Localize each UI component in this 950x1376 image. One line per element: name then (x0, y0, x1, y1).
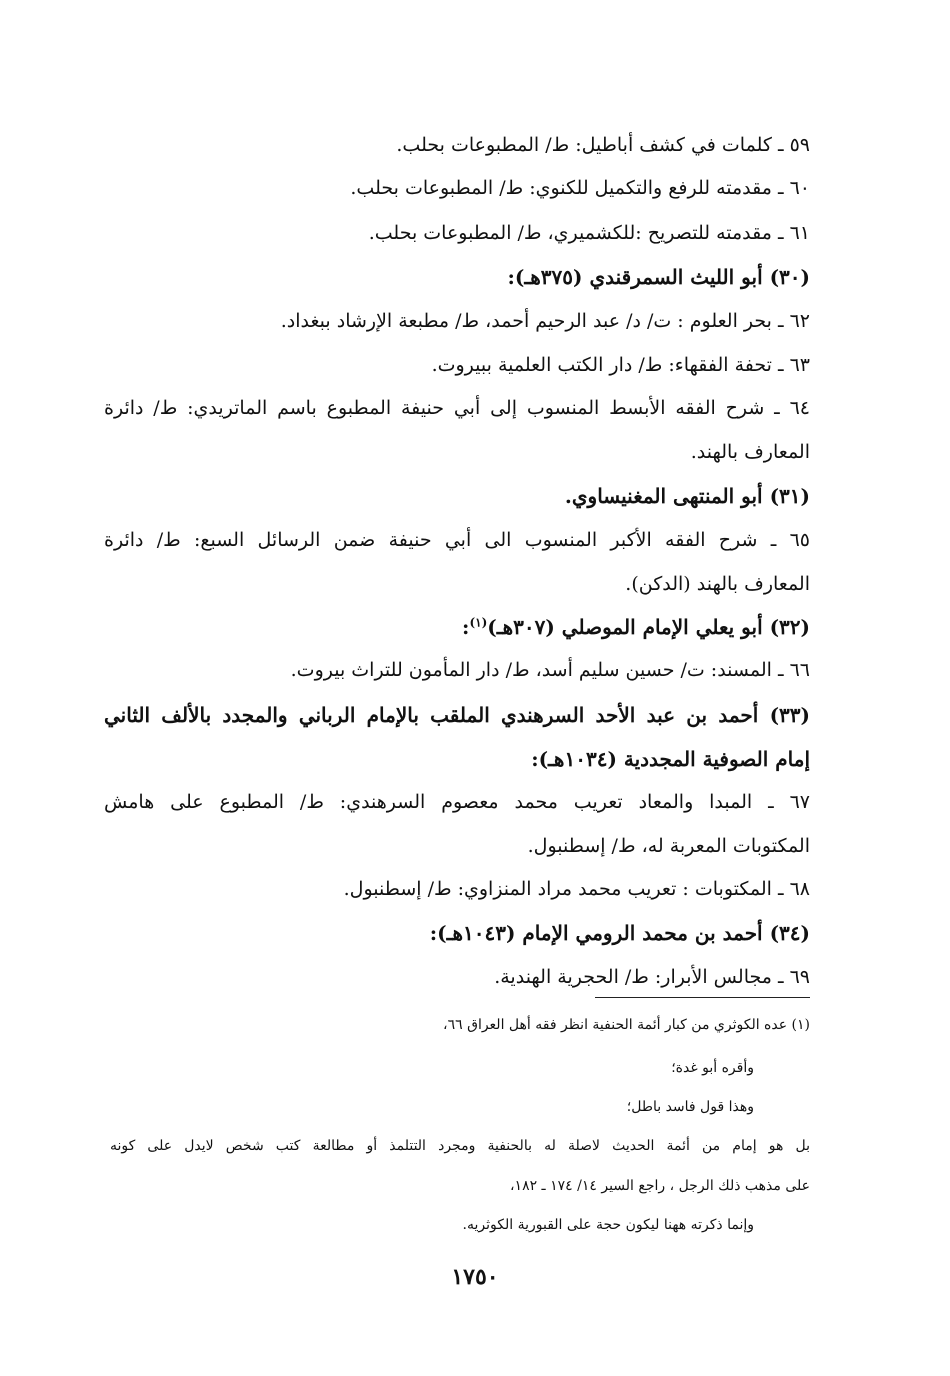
entry-68: ٦٨ ـ المكتوبات : تعريب محمد مراد المنزاوي: ط/ إسطنبول. (343, 878, 810, 900)
entry-67-continued: المكتوبات المعربة له، ط/ إسطنبول. (527, 835, 810, 857)
entry-65-continued: المعارف بالهند (الدكن). (625, 573, 810, 595)
entry-60: ٦٠ ـ مقدمته للرفع والتكميل للكنوي: ط/ المطبوعات بحلب. (350, 177, 810, 199)
footnote-line-2: وأقره أبو غدة؛ (671, 1060, 754, 1076)
entry-62: ٦٢ ـ بحر العلوم : ت/ د/ عبد الرحيم أحمد، ط/ مطبعة الإرشاد ببغداد. (280, 310, 810, 332)
footnote-line-6: وإنما ذكرته ههنا ليكون حجة على القبورية الكوثريه. (462, 1217, 754, 1233)
footnote-line-5: على مذهب ذلك الرجل ، راجع السير ١٤/ ١٧٤ ـ ١٨٢، (510, 1178, 810, 1194)
footnote-line-3: وهذا قول فاسد باطل؛ (626, 1099, 754, 1115)
entry-63: ٦٣ ـ تحفة الفقهاء: ط/ دار الكتب العلمية ببيروت. (431, 354, 810, 376)
footnote-separator (595, 997, 810, 998)
heading-33-continued: إمام الصوفية المجددية (١٠٣٤هـ): (531, 747, 810, 771)
entry-66: ٦٦ ـ المسند: ت/ حسين سليم أسد، ط/ دار المأمون للتراث بيروت. (290, 659, 810, 681)
entry-67: ٦٧ ـ المبدا والمعاد تعريب محمد معصوم السرهندي: ط/ المطبوع على هامش (104, 791, 810, 813)
footnote-marker: (١) (469, 615, 488, 630)
heading-32 (462, 612, 810, 642)
footnote-1: (١) عده الكوثري من كبار أئمة الحنفية انظر فقه أهل العراق ٦٦، (443, 1017, 810, 1033)
entry-69: ٦٩ ـ مجالس الأبرار: ط/ الحجرية الهندية. (494, 966, 810, 988)
heading-31: (٣١) أبو المنتهى المغنيساوي. (564, 484, 810, 508)
heading-34: (٣٤) أحمد بن محمد الرومي الإمام (١٠٤٣هـ): (429, 921, 810, 945)
entry-64: ٦٤ ـ شرح الفقه الأبسط المنسوب إلى أبي حنيفة المطبوع باسم الماتريدي: ط/ دائرة (104, 397, 810, 419)
entry-64-continued: المعارف بالهند. (690, 441, 810, 463)
heading-32-colon: : (462, 615, 470, 639)
entry-59: ٥٩ ـ كلمات في كشف أباطيل: ط/ المطبوعات بحلب. (396, 134, 810, 156)
heading-33: (٣٣) أحمد بن عبد الأحد السرهندي الملقب بالإمام الرباني والمجدد بالألف الثاني (104, 703, 810, 727)
page-number: ١٧٥٠ (451, 1264, 499, 1290)
entry-61: ٦١ ـ مقدمته للتصريح :للكشميري، ط/ المطبوعات بحلب. (368, 222, 810, 244)
entry-65: ٦٥ ـ شرح الفقه الأكبر المنسوب الى أبي حنيفة ضمن الرسائل السبع: ط/ دائرة (104, 529, 810, 551)
footnote-line-4: بل هو إمام من أئمة الحديث لاصلة له بالحنفية ومجرد التتلمذ أو مطالعة كتب شخص لايدل على كونه (110, 1138, 810, 1154)
heading-32-text: (٣٢) أبو يعلي الإمام الموصلي (٣٠٧هـ) (487, 615, 810, 639)
heading-30: (٣٠) أبو الليث السمرقندي (٣٧٥هـ): (507, 265, 810, 289)
